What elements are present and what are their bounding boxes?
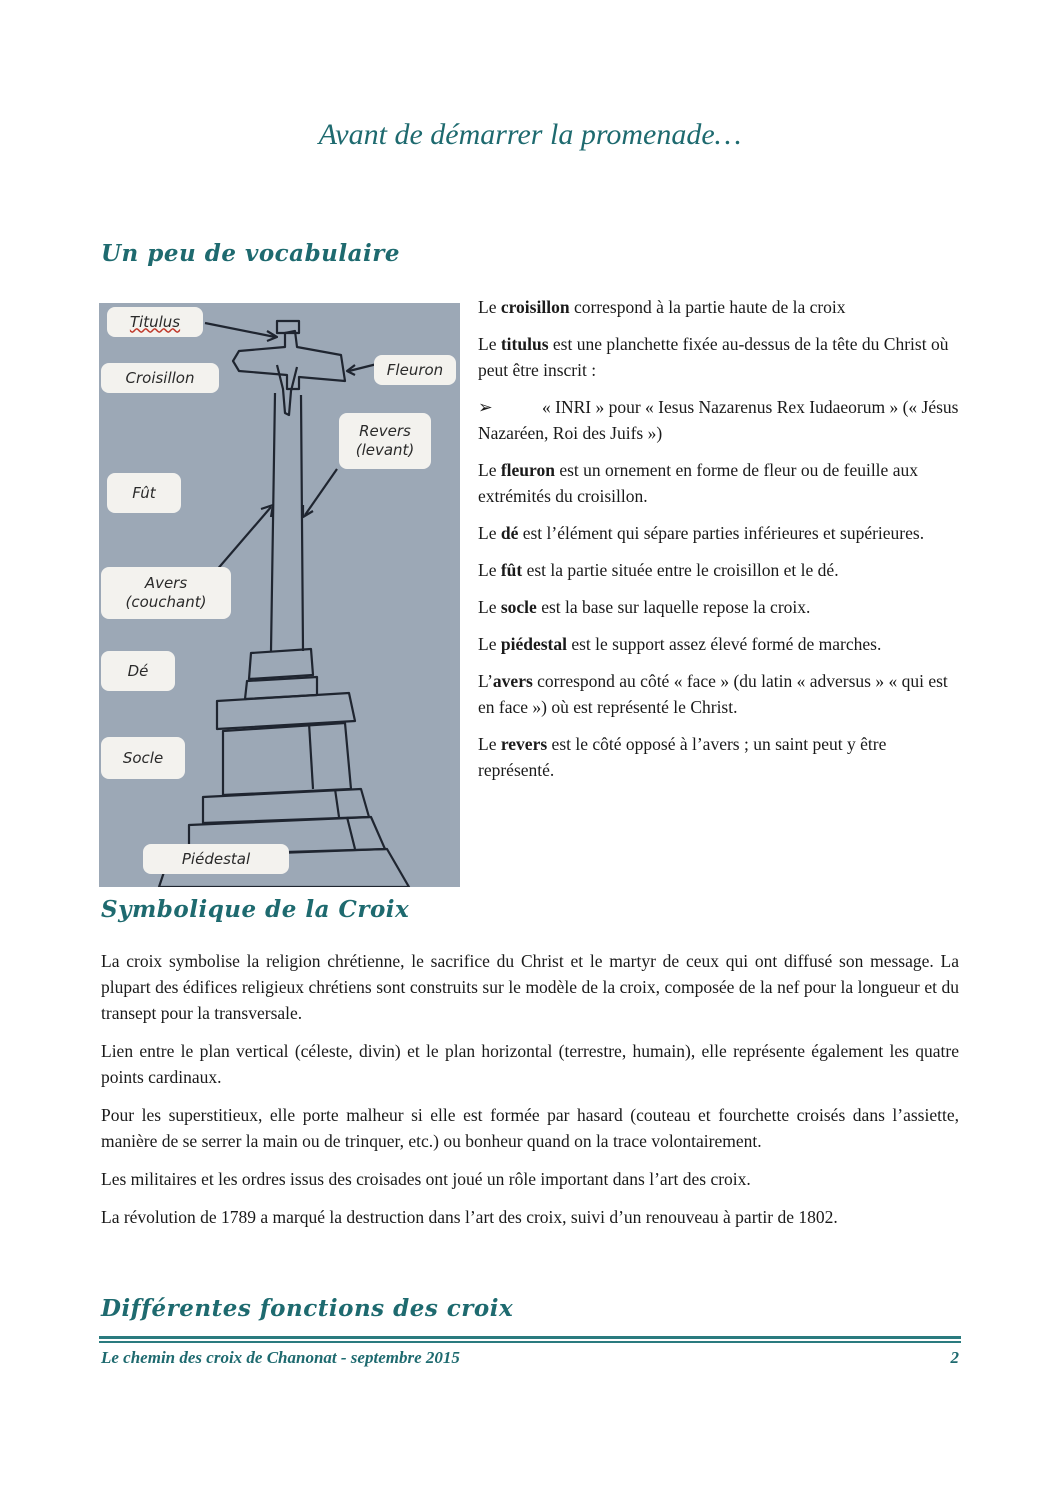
def-revers: Le revers est le côté opposé à l’avers ; un saint peut y être représenté. (478, 734, 887, 780)
label-socle: Socle (101, 737, 185, 779)
paragraph: Lien entre le plan vertical (céleste, divin) et le plan horizontal (terrestre, humain), elle représente également les quatre points cardinaux. (101, 1041, 959, 1087)
def-croisillon: Le croisillon correspond à la partie haute de la croix (478, 297, 846, 317)
def-titulus: Le titulus est une planchette fixée au-dessus de la tête du Christ où peut être inscrit : (478, 334, 949, 380)
page-title: Avant de démarrer la promenade… (318, 118, 742, 151)
def-fut: Le fût est la partie située entre le croisillon et le dé. (478, 560, 839, 580)
paragraph: Les militaires et les ordres issus des croisades ont joué un rôle important dans l’art des croix. (101, 1169, 751, 1189)
footer-rule (99, 1336, 961, 1339)
paragraph: La croix symbolise la religion chrétienne, le sacrifice du Christ et le martyr de ceux qui ont diffusé son message. La plupart des édifices religieux chrétiens sont construits sur le modèle de la croix, composée de la nef pour la longueur et du transept pour la transversale. (101, 951, 959, 1023)
label-fut: Fût (107, 473, 181, 513)
symbolique-text (101, 948, 959, 1242)
def-fleuron: Le fleuron est un ornement en forme de fleur ou de feuille aux extrémités du croisillon. (478, 460, 918, 506)
footer-rule-thin (99, 1341, 961, 1343)
paragraph: Pour les superstitieux, elle porte malheur si elle est formée par hasard (couteau et fourchette croisés dans l’assiette, manière de se serrer la main ou de trinquer, etc.) ou bonheur quand on la trace volontairement. (101, 1105, 959, 1151)
label-titulus: Titulus (107, 307, 203, 337)
label-piedestal: Piédestal (143, 844, 289, 874)
section-heading-symbolique: Symbolique de la Croix (101, 896, 410, 923)
vocabulary-list (478, 294, 960, 794)
label-croisillon: Croisillon (101, 363, 219, 393)
section-heading-vocabulaire: Un peu de vocabulaire (101, 240, 400, 267)
def-socle: Le socle est la base sur laquelle repose la croix. (478, 597, 811, 617)
def-de: Le dé est l’élément qui sépare parties inférieures et supérieures. (478, 523, 925, 543)
bullet-inri: ➢ « INRI » pour « Iesus Nazarenus Rex Iudaeorum » (« Jésus Nazaréen, Roi des Juifs ») (478, 394, 960, 446)
label-revers: Revers (levant) (339, 413, 431, 469)
paragraph: La révolution de 1789 a marqué la destruction dans l’art des croix, suivi d’un renouveau à partir de 1802. (101, 1207, 838, 1227)
page-number: 2 (950, 1348, 959, 1367)
label-de: Dé (101, 651, 175, 691)
footer-title: Le chemin des croix de Chanonat - septembre 2015 (101, 1348, 460, 1367)
label-fleuron: Fleuron (374, 355, 456, 385)
label-avers: Avers (couchant) (101, 567, 231, 619)
cross-diagram (99, 303, 460, 887)
arrow-bullet-icon: ➢ (478, 397, 493, 417)
section-heading-fonctions: Différentes fonctions des croix (101, 1295, 514, 1322)
def-piedestal: Le piédestal est le support assez élevé formé de marches. (478, 634, 882, 654)
def-avers: L’avers correspond au côté « face » (du latin « adversus » « qui est en face ») où est représenté le Christ. (478, 671, 948, 717)
